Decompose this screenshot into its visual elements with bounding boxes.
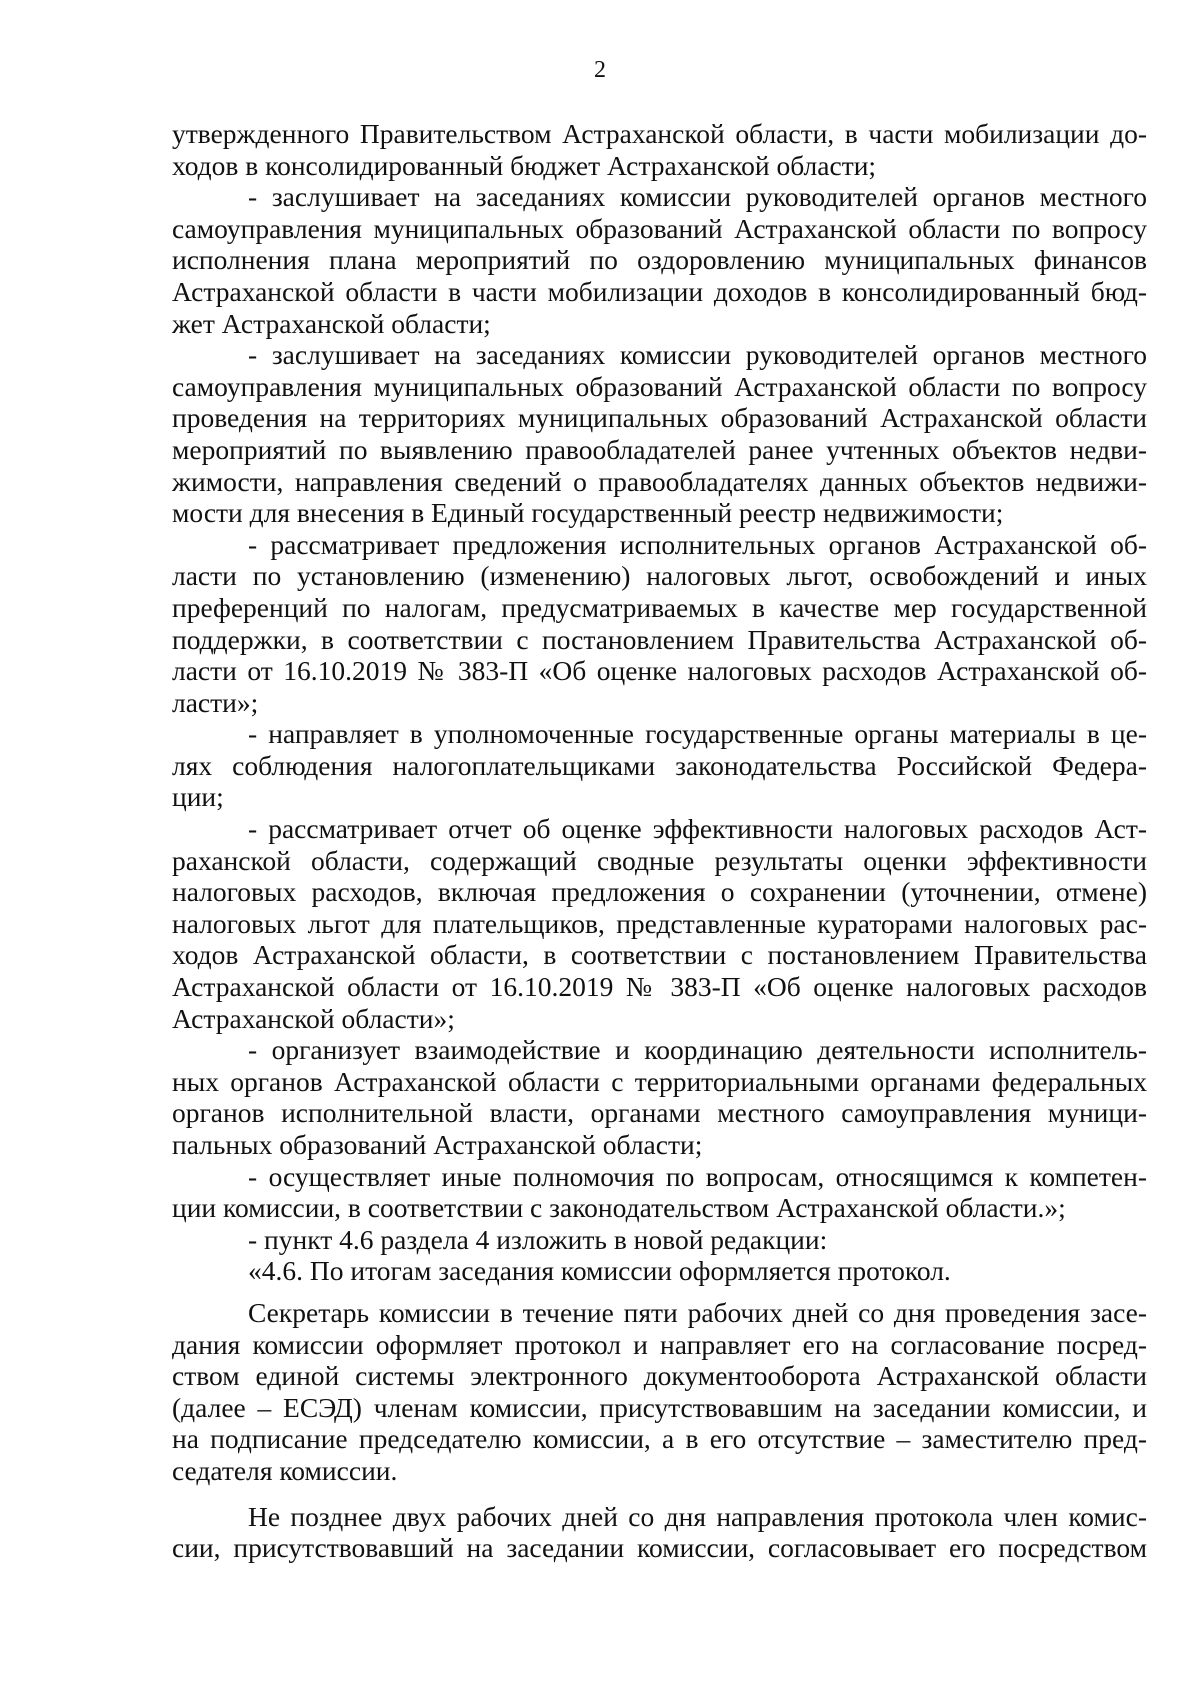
paragraph-9 <box>172 1224 1147 1256</box>
text-line: дания комиссии оформляет протокол и направляет его на согласование посред- <box>172 1328 1147 1360</box>
paragraph-8 <box>172 1161 1147 1224</box>
text-line: Секретарь комиссии в течение пяти рабочих дней со дня проведения засе- <box>248 1296 1147 1328</box>
text-line: мероприятий по выявлению правообладателей ранее учтенных объектов недви- <box>172 433 1147 465</box>
text-line: седателя комиссии. <box>172 1454 398 1486</box>
text-line: жимости, направления сведений о правообладателях данных объектов недвижи- <box>172 465 1147 497</box>
paragraph-7 <box>172 1034 1147 1160</box>
text-line: мости для внесения в Единый государственный реестр недвижимости; <box>172 497 1004 529</box>
text-line: ласти от 16.10.2019 № 383-П «Об оценке налоговых расходов Астраханской об- <box>172 655 1147 687</box>
paragraph-1 <box>172 118 1147 181</box>
text-line: на подписание председателю комиссии, а в его отсутствие – заместителю пред- <box>172 1423 1147 1455</box>
text-line: утвержденного Правительством Астраханской области, в части мобилизации до- <box>172 118 1147 149</box>
text-line: ходов Астраханской области, в соответствии с постановлением Правительства <box>172 939 1147 971</box>
text-line: органов исполнительной власти, органами местного самоуправления муници- <box>172 1097 1147 1129</box>
text-line: - заслушивает на заседаниях комиссии руководителей органов местного <box>248 181 1147 213</box>
text-line: - заслушивает на заседаниях комиссии руководителей органов местного <box>248 339 1147 371</box>
text-line: налоговых расходов, включая предложения о сохранении (уточнении, отмене) <box>172 876 1147 908</box>
document-body <box>172 118 1147 1564</box>
paragraph-5 <box>172 718 1147 813</box>
text-line: - осуществляет иные полномочия по вопросам, относящимся к компетен- <box>248 1160 1147 1192</box>
text-line: раханской области, содержащий сводные результаты оценки эффективности <box>172 844 1147 876</box>
text-line: ции; <box>172 781 224 813</box>
text-line: ласти»; <box>172 686 259 718</box>
paragraph-2 <box>172 181 1147 339</box>
text-line: Астраханской области в части мобилизации доходов в консолидированный бюд- <box>172 275 1147 307</box>
text-line: лях соблюдения налогоплательщиками законодательства Российской Федера- <box>172 749 1147 781</box>
text-line: самоуправления муниципальных образований Астраханской области по вопросу <box>172 212 1147 244</box>
text-line: ством единой системы электронного документооборота Астраханской области <box>172 1360 1147 1392</box>
paragraph-11 <box>172 1297 1147 1487</box>
text-line: налоговых льгот для плательщиков, представленные кураторами налоговых рас- <box>172 907 1147 939</box>
text-line: «4.6. По итогам заседания комиссии оформляется протокол. <box>248 1255 951 1287</box>
text-line: жет Астраханской области; <box>172 307 491 339</box>
paragraph-3 <box>172 339 1147 529</box>
text-line: Не позднее двух рабочих дней со дня направления протокола член комис- <box>248 1500 1147 1532</box>
paragraph-4 <box>172 529 1147 719</box>
paragraph-12 <box>172 1501 1147 1564</box>
text-line: ходов в консолидированный бюджет Астраханской области; <box>172 149 877 181</box>
text-line: преференций по налогам, предусматриваемых в качестве мер государственной <box>172 591 1147 623</box>
page-number: 2 <box>594 57 606 83</box>
text-line: исполнения плана мероприятий по оздоровлению муниципальных финансов <box>172 244 1147 276</box>
text-line: сии, присутствовавший на заседании комиссии, согласовывает его посредством <box>172 1532 1147 1564</box>
paragraph-6 <box>172 813 1147 1034</box>
text-line: - рассматривает предложения исполнительных органов Астраханской об- <box>248 528 1147 560</box>
text-line: ных органов Астраханской области с территориальными органами федеральных <box>172 1065 1147 1097</box>
text-line: поддержки, в соответствии с постановлением Правительства Астраханской об- <box>172 623 1147 655</box>
text-line: ласти по установлению (изменению) налоговых льгот, освобождений и иных <box>172 560 1147 592</box>
text-line: Астраханской области»; <box>172 1002 455 1034</box>
text-line: - пункт 4.6 раздела 4 изложить в новой редакции: <box>248 1223 828 1255</box>
text-line: ции комиссии, в соответствии с законодательством Астраханской области.»; <box>172 1192 1066 1224</box>
paragraph-10 <box>172 1255 1147 1287</box>
text-line: - направляет в уполномоченные государственные органы материалы в це- <box>248 718 1147 750</box>
text-line: (далее – ЕСЭД) членам комиссии, присутствовавшим на заседании комиссии, и <box>172 1391 1147 1423</box>
text-line: пальных образований Астраханской области; <box>172 1129 703 1160</box>
text-line: - организует взаимодействие и координацию деятельности исполнитель- <box>248 1034 1147 1066</box>
text-line: самоуправления муниципальных образований Астраханской области по вопросу <box>172 370 1147 402</box>
text-line: Астраханской области от 16.10.2019 № 383-П «Об оценке налоговых расходов <box>172 971 1147 1003</box>
text-line: - рассматривает отчет об оценке эффективности налоговых расходов Аст- <box>248 813 1147 845</box>
text-line: проведения на территориях муниципальных образований Астраханской области <box>172 402 1147 434</box>
